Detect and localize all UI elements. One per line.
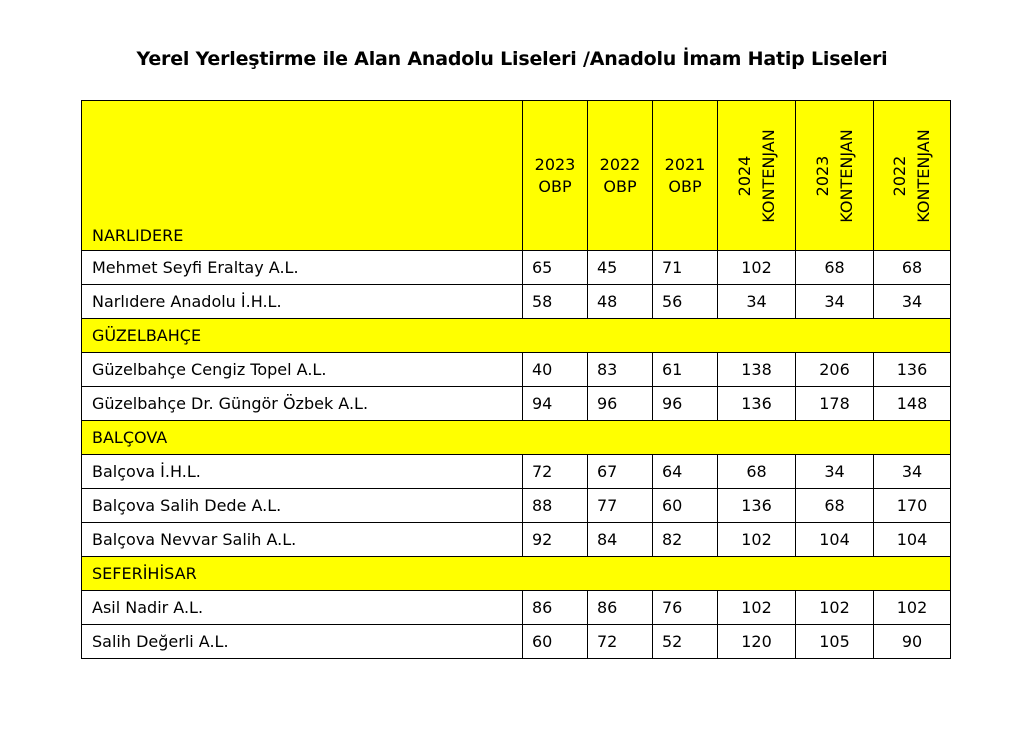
region-row <box>82 421 951 455</box>
column-header-2021-obp: 2021 OBP <box>653 101 718 251</box>
column-header-2024-kontenjan: 2024 KONTENJAN <box>718 101 796 251</box>
cell-obp-2022: 48 <box>588 285 653 319</box>
page-title: Yerel Yerleştirme ile Alan Anadolu Liseleri /Anadolu İmam Hatip Liseleri <box>136 48 888 70</box>
table-row <box>82 251 951 285</box>
table-row <box>82 353 951 387</box>
cell-kontenjan-2024: 136 <box>718 489 796 523</box>
cell-kontenjan-2023: 68 <box>796 489 874 523</box>
school-name: Salih Değerli A.L. <box>82 625 523 659</box>
cell-kontenjan-2024: 102 <box>718 523 796 557</box>
cell-obp-2023: 92 <box>523 523 588 557</box>
cell-obp-2022: 84 <box>588 523 653 557</box>
cell-obp-2023: 88 <box>523 489 588 523</box>
region-header-narlidere: NARLIDERE <box>82 101 523 251</box>
region-label: GÜZELBAHÇE <box>82 319 951 353</box>
table-body <box>82 251 951 659</box>
school-name: Asil Nadir A.L. <box>82 591 523 625</box>
school-name: Narlıdere Anadolu İ.H.L. <box>82 285 523 319</box>
region-row <box>82 319 951 353</box>
cell-kontenjan-2024: 136 <box>718 387 796 421</box>
table-header-row <box>82 101 951 251</box>
cell-kontenjan-2023: 206 <box>796 353 874 387</box>
cell-obp-2021: 96 <box>653 387 718 421</box>
cell-kontenjan-2022: 104 <box>874 523 951 557</box>
cell-obp-2021: 71 <box>653 251 718 285</box>
table-row <box>82 489 951 523</box>
cell-kontenjan-2022: 136 <box>874 353 951 387</box>
cell-kontenjan-2022: 170 <box>874 489 951 523</box>
cell-obp-2021: 60 <box>653 489 718 523</box>
column-header-2023-obp: 2023 OBP <box>523 101 588 251</box>
cell-kontenjan-2024: 68 <box>718 455 796 489</box>
schools-table <box>81 100 951 659</box>
cell-kontenjan-2024: 34 <box>718 285 796 319</box>
cell-kontenjan-2023: 102 <box>796 591 874 625</box>
school-name: Balçova İ.H.L. <box>82 455 523 489</box>
cell-obp-2021: 61 <box>653 353 718 387</box>
cell-obp-2021: 56 <box>653 285 718 319</box>
school-name: Güzelbahçe Dr. Güngör Özbek A.L. <box>82 387 523 421</box>
cell-kontenjan-2023: 105 <box>796 625 874 659</box>
column-header-2023-kontenjan: 2023 KONTENJAN <box>796 101 874 251</box>
school-name: Balçova Nevvar Salih A.L. <box>82 523 523 557</box>
cell-kontenjan-2022: 90 <box>874 625 951 659</box>
cell-kontenjan-2022: 34 <box>874 285 951 319</box>
table-row <box>82 625 951 659</box>
cell-obp-2023: 86 <box>523 591 588 625</box>
cell-obp-2023: 94 <box>523 387 588 421</box>
cell-obp-2023: 72 <box>523 455 588 489</box>
cell-obp-2022: 67 <box>588 455 653 489</box>
cell-obp-2021: 76 <box>653 591 718 625</box>
cell-kontenjan-2024: 102 <box>718 251 796 285</box>
cell-obp-2023: 40 <box>523 353 588 387</box>
cell-obp-2022: 96 <box>588 387 653 421</box>
cell-obp-2021: 82 <box>653 523 718 557</box>
table-row <box>82 285 951 319</box>
cell-obp-2023: 60 <box>523 625 588 659</box>
table-row <box>82 455 951 489</box>
table-row <box>82 591 951 625</box>
cell-kontenjan-2022: 34 <box>874 455 951 489</box>
cell-obp-2023: 58 <box>523 285 588 319</box>
column-header-2022-obp: 2022 OBP <box>588 101 653 251</box>
cell-kontenjan-2024: 120 <box>718 625 796 659</box>
table-row <box>82 387 951 421</box>
cell-kontenjan-2024: 102 <box>718 591 796 625</box>
cell-kontenjan-2023: 104 <box>796 523 874 557</box>
cell-obp-2022: 86 <box>588 591 653 625</box>
cell-obp-2023: 65 <box>523 251 588 285</box>
region-label: BALÇOVA <box>82 421 951 455</box>
cell-kontenjan-2022: 102 <box>874 591 951 625</box>
column-header-2022-kontenjan: 2022 KONTENJAN <box>874 101 951 251</box>
cell-kontenjan-2023: 34 <box>796 285 874 319</box>
school-name: Güzelbahçe Cengiz Topel A.L. <box>82 353 523 387</box>
region-row <box>82 557 951 591</box>
cell-kontenjan-2023: 34 <box>796 455 874 489</box>
school-name: Balçova Salih Dede A.L. <box>82 489 523 523</box>
cell-kontenjan-2022: 68 <box>874 251 951 285</box>
cell-obp-2022: 72 <box>588 625 653 659</box>
cell-kontenjan-2024: 138 <box>718 353 796 387</box>
region-label: SEFERİHİSAR <box>82 557 951 591</box>
table-row <box>82 523 951 557</box>
cell-obp-2022: 77 <box>588 489 653 523</box>
cell-kontenjan-2023: 68 <box>796 251 874 285</box>
cell-obp-2022: 83 <box>588 353 653 387</box>
cell-kontenjan-2023: 178 <box>796 387 874 421</box>
cell-obp-2021: 52 <box>653 625 718 659</box>
cell-obp-2021: 64 <box>653 455 718 489</box>
school-name: Mehmet Seyfi Eraltay A.L. <box>82 251 523 285</box>
cell-obp-2022: 45 <box>588 251 653 285</box>
cell-kontenjan-2022: 148 <box>874 387 951 421</box>
